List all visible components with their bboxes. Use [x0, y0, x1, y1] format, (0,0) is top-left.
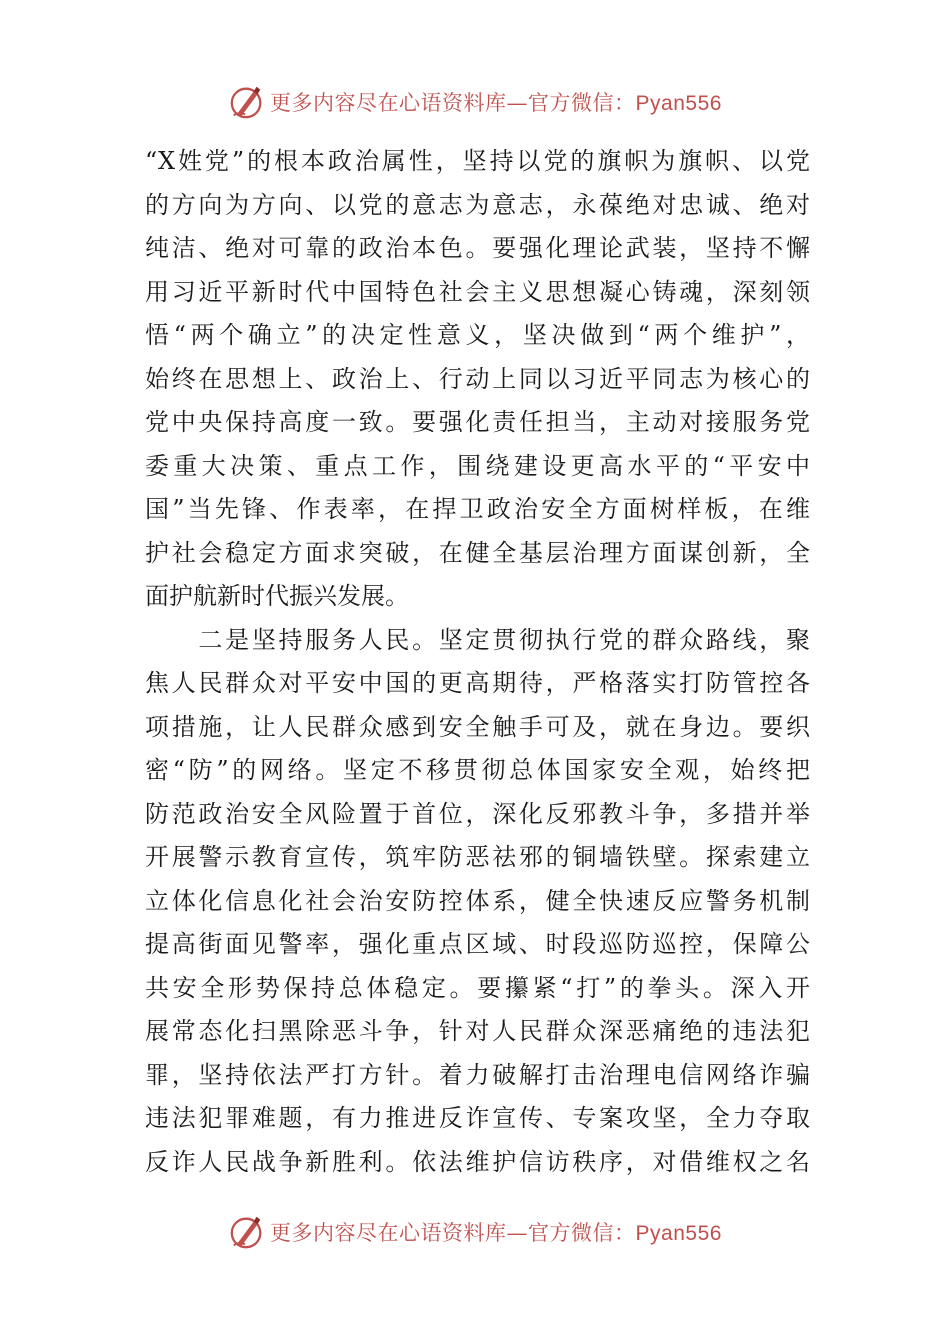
text-line: 共安全形势保持总体稳定。要攥紧“打”的拳头。深入开 [145, 973, 810, 1002]
text-line: 的方向为方向、以党的意志为意志，永葆绝对忠诚、绝对 [145, 190, 810, 219]
text-line: 委重大决策、重点工作，围绕建设更高水平的“平安中 [145, 451, 810, 480]
text-line: “X姓党”的根本政治属性，坚持以党的旗帜为旗帜、以党 [145, 147, 810, 175]
pen-in-circle-icon [228, 1213, 266, 1251]
footer-banner [0, 1212, 950, 1252]
text-line: 防范政治安全风险置于首位，深化反邪教斗争，多措并举 [145, 799, 810, 828]
text-line: 提高街面见警率，强化重点区域、时段巡防巡控，保障公 [145, 930, 810, 958]
text-line: 二是坚持服务人民。坚定贯彻执行党的群众路线，聚 [145, 625, 810, 654]
text-line: 展常态化扫黑除恶斗争，针对人民群众深恶痛绝的违法犯 [145, 1017, 810, 1045]
text-line: 用习近平新时代中国特色社会主义思想凝心铸魂，深刻领 [145, 277, 810, 306]
text-line: 违法犯罪难题，有力推进反诈宣传、专案攻坚，全力夺取 [145, 1104, 810, 1132]
wechat-id: Pyan556 [635, 92, 722, 115]
wechat-id: Pyan556 [635, 1222, 722, 1245]
text-line: 罪，坚持依法严打方针。着力破解打击治理电信网络诈骗 [145, 1060, 810, 1089]
text-line: 党中央保持高度一致。要强化责任担当，主动对接服务党 [145, 408, 810, 436]
pen-in-circle-icon [228, 83, 266, 121]
text-line: 反诈人民战争新胜利。依法维护信访秩序，对借维权之名 [145, 1147, 810, 1176]
text-line: 面护航新时代振兴发展。 [145, 582, 409, 610]
text-line: 纯洁、绝对可靠的政治本色。要强化理论武装，坚持不懈 [145, 234, 810, 262]
text-line: 始终在思想上、政治上、行动上同以习近平同志为核心的 [145, 364, 810, 393]
text-line: 国”当先锋、作表率，在捍卫政治安全方面树样板，在维 [145, 495, 810, 523]
document-body [145, 140, 810, 1184]
text-line: 立体化信息化社会治安防控体系，健全快速反应警务机制 [145, 886, 810, 915]
banner-text: 更多内容尽在心语资料库—官方微信：Pyan556 [270, 1221, 722, 1245]
banner-text: 更多内容尽在心语资料库—官方微信：Pyan556 [270, 91, 722, 115]
text-line: 密“防”的网络。坚定不移贯彻总体国家安全观，始终把 [145, 756, 810, 784]
text-line: 开展警示教育宣传，筑牢防恶祛邪的铜墙铁壁。探索建立 [145, 843, 810, 871]
header-banner [0, 82, 950, 122]
text-line: 焦人民群众对平安中国的更高期待，严格落实打防管控各 [145, 669, 810, 697]
text-line: 悟“两个确立”的决定性意义，坚决做到“两个维护”， [145, 321, 810, 349]
text-line: 护社会稳定方面求突破，在健全基层治理方面谋创新，全 [145, 538, 810, 567]
text-line: 项措施，让人民群众感到安全触手可及，就在身边。要织 [145, 712, 810, 741]
